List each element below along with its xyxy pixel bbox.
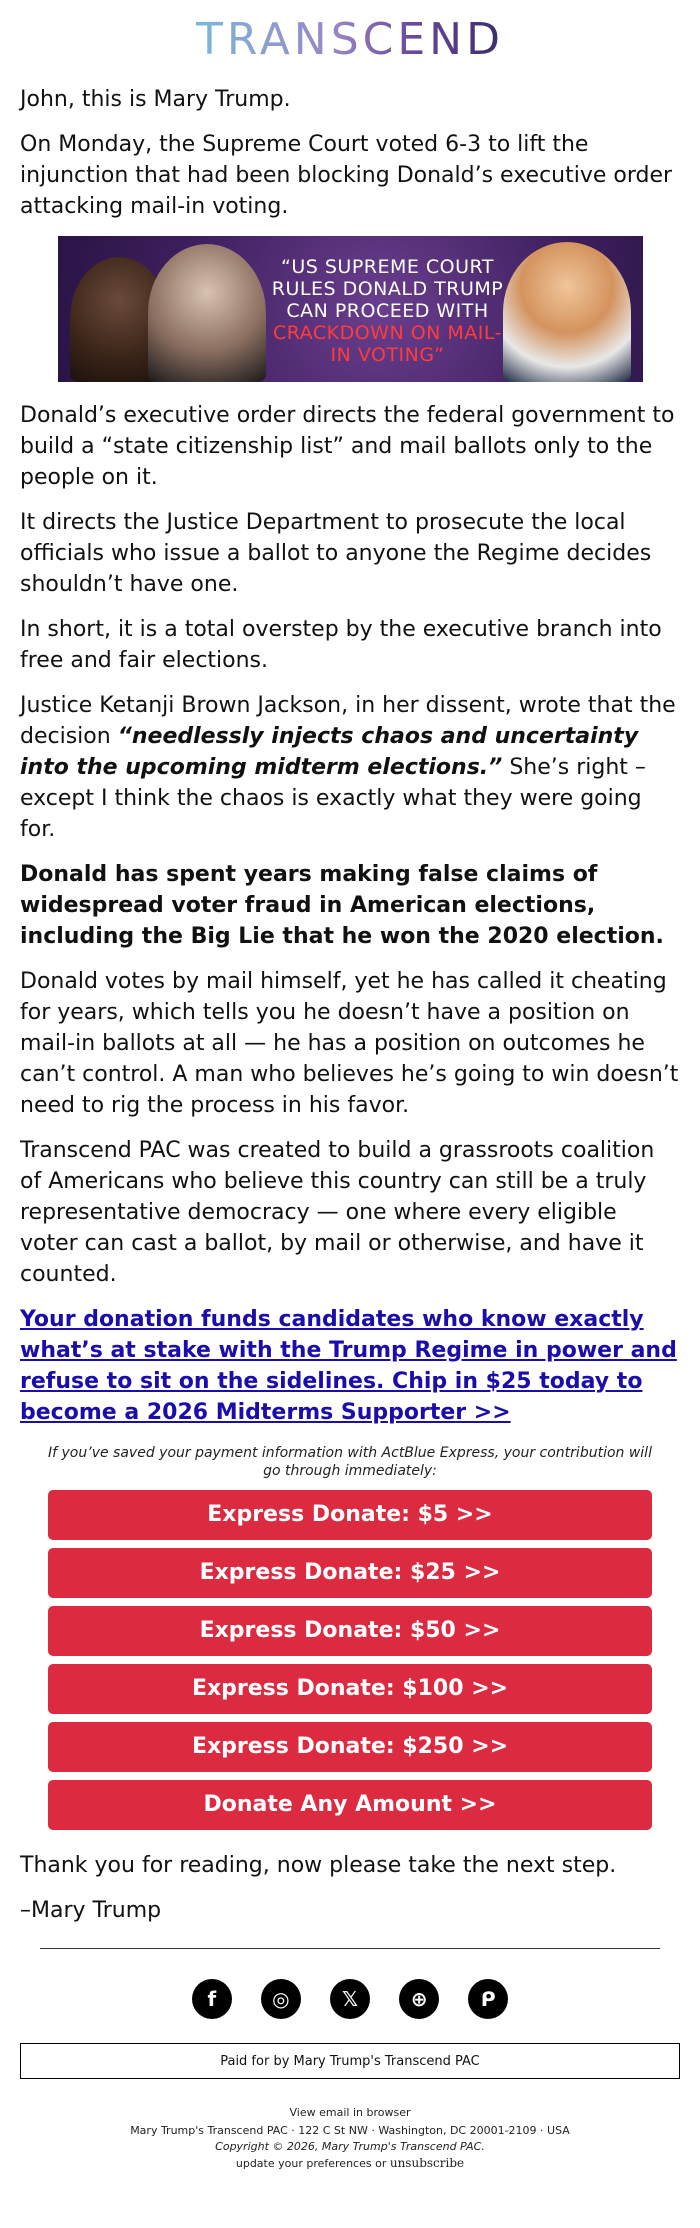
- paragraph-5-outro: She’s right – except I think the chaos is exactly what they were going for.: [20, 755, 646, 842]
- paragraph-4: In short, it is a total overstep by the executive branch into free and fair elections.: [20, 617, 662, 673]
- banner-headline-red: CRACKDOWN ON MAIL-IN VOTING”: [272, 322, 503, 366]
- trump-photo: [503, 242, 631, 382]
- x-icon[interactable]: 𝕏: [330, 1979, 370, 2019]
- view-in-browser-link[interactable]: View email in browser: [289, 2106, 411, 2119]
- transcend-logo: [20, 0, 680, 65]
- social-links: [0, 1979, 700, 2023]
- dissent-quote: “needlessly injects chaos and uncertainty into the upcoming midterm elections.”: [20, 724, 639, 780]
- paragraph-5-intro: Justice Ketanji Brown Jackson, in her dissent, wrote that the decision: [20, 693, 676, 749]
- express-note: If you’ve saved your payment information with ActBlue Express, your contribution will go through immediately:: [48, 1445, 652, 1479]
- banner-headline: [268, 256, 508, 366]
- donation-cta-link[interactable]: Your donation funds candidates who know exactly what’s at stake with the Trump Regime in power and refuse to sit on the sidelines. Chip in $25 today to become a 2026 Midterms Supporter >>: [20, 1307, 677, 1425]
- supreme-court-banner[interactable]: [58, 236, 643, 382]
- unsubscribe-link[interactable]: unsubscribe: [389, 2156, 465, 2170]
- footer-address: Mary Trump's Transcend PAC · 122 C St NW · Washington, DC 20001-2109 · USA: [130, 2124, 570, 2137]
- paragraph-6-bold: Donald has spent years making false claims of widespread voter fraud in American elections, including the Big Lie that he won the 2020 election.: [20, 862, 664, 949]
- donate-any-amount-button[interactable]: Donate Any Amount >>: [48, 1780, 652, 1830]
- logo-text: TRANSCEND: [196, 14, 504, 65]
- divider: [40, 1948, 660, 1949]
- paragraph-5: [20, 690, 680, 845]
- globe-icon[interactable]: ⊕: [399, 1979, 439, 2019]
- facebook-icon[interactable]: f: [192, 1979, 232, 2019]
- paragraph-8: Transcend PAC was created to build a grassroots coalition of Americans who believe this country can still be a truly representative democracy — one where every eligible voter can cast a ballot, by mail or otherwise, and have it counted.: [20, 1138, 655, 1287]
- express-donate-5-button[interactable]: Express Donate: $5 >>: [48, 1490, 652, 1540]
- update-preferences-link[interactable]: update your preferences or: [235, 2157, 390, 2170]
- express-donate-100-button[interactable]: Express Donate: $100 >>: [48, 1664, 652, 1714]
- thanks-text: Thank you for reading, now please take the next step.: [20, 1853, 617, 1878]
- footer-copyright: Copyright © 2026, Mary Trump's Transcend PAC.: [215, 2140, 485, 2153]
- paragraph-3: It directs the Justice Department to prosecute the local officials who issue a ballot to anyone the Regime decides shouldn’t have one.: [20, 510, 652, 597]
- signature: –Mary Trump: [20, 1898, 162, 1923]
- express-donate-250-button[interactable]: Express Donate: $250 >>: [48, 1722, 652, 1772]
- instagram-icon[interactable]: ◎: [261, 1979, 301, 2019]
- banner-headline-white: “US SUPREME COURT RULES DONALD TRUMP CAN PROCEED WITH: [271, 256, 504, 322]
- bluesky-icon[interactable]: ᑭ: [468, 1979, 508, 2019]
- paragraph-7: Donald votes by mail himself, yet he has called it cheating for years, which tells you he doesn’t have a position on mail-in ballots at all — he has a position on outcomes he can’t control. A man who believes he’s going to win doesn’t need to rig the process in his favor.: [20, 969, 679, 1118]
- paragraph-2: Donald’s executive order directs the federal government to build a “state citizenship list” and mail ballots only to the people on it.: [20, 403, 675, 490]
- paragraph-1: On Monday, the Supreme Court voted 6-3 to lift the injunction that had been blocking Donald’s executive order attacking mail-in voting.: [20, 132, 673, 219]
- donate-buttons: [20, 1490, 680, 1830]
- express-donate-50-button[interactable]: Express Donate: $50 >>: [48, 1606, 652, 1656]
- footer-preferences: [0, 2155, 700, 2172]
- footer: [0, 2105, 700, 2192]
- justice-photo-2: [148, 244, 266, 382]
- greeting: John, this is Mary Trump.: [20, 87, 291, 112]
- express-donate-25-button[interactable]: Express Donate: $25 >>: [48, 1548, 652, 1598]
- paid-for-disclaimer: Paid for by Mary Trump's Transcend PAC: [20, 2043, 680, 2079]
